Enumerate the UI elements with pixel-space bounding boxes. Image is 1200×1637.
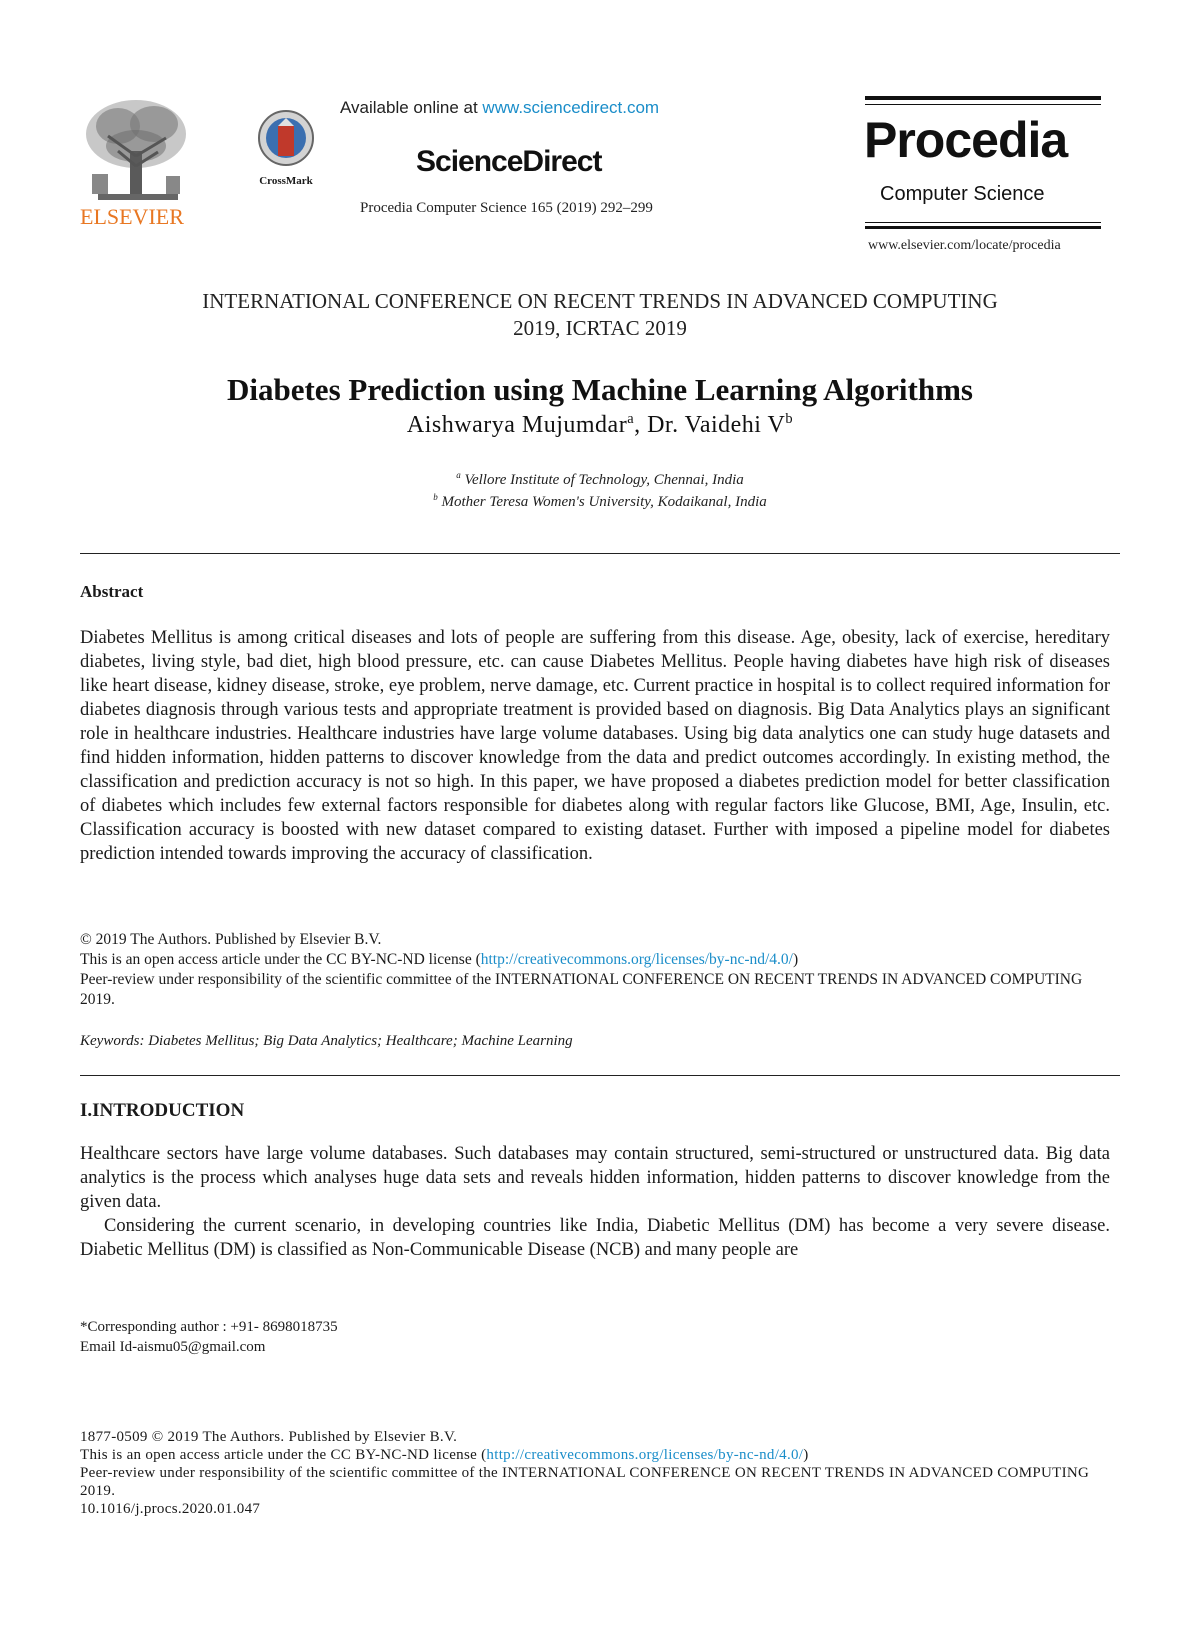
divider-bottom: [80, 1075, 1120, 1076]
procedia-rule-bottom: [865, 226, 1101, 229]
procedia-url[interactable]: www.elsevier.com/locate/procedia: [868, 238, 1061, 253]
publisher-name: ELSEVIER: [80, 204, 184, 229]
conference-line-1: INTERNATIONAL CONFERENCE ON RECENT TRENDS IN ADVANCED COMPUTING: [202, 289, 998, 313]
author-2: Dr. Vaidehi V: [647, 412, 786, 438]
introduction-paragraph-2: Considering the current scenario, in developing countries like India, Diabetic Mellitus (DM) has become a very severe disease. Diabetic Mellitus (DM) is classified as Non-Communicable Disease (NCB) and many people are: [80, 1216, 1110, 1260]
available-online: [340, 98, 659, 118]
available-prefix: Available online at: [340, 98, 478, 117]
footnote-email: Email Id-aismu05@gmail.com: [80, 1339, 266, 1355]
footer-license-line: [80, 1446, 1120, 1464]
paper-title: Diabetes Prediction using Machine Learning Algorithms: [226, 372, 973, 407]
footnote-phone: *Corresponding author : +91- 8698018735: [80, 1319, 338, 1335]
license-prefix: This is an open access article under the CC BY-NC-ND license (: [80, 951, 481, 968]
abstract-text: Diabetes Mellitus is among critical diseases and lots of people are suffering from this disease. Age, obesity, lack of exercise, hereditary diabetes, living style, bad diet, high blood pressure, etc. can cause Diabetes Mellitus. People having diabetes have high risk of diseases like heart disease, kidney disease, stroke, eye problem, nerve damage, etc. Current practice in hospital is to collect required information for diabetes diagnosis through various tests and appropriate treatment is provided based on diagnosis. Big Data Analytics plays an significant role in healthcare industries. Healthcare industries have large volume databases. Using big data analytics one can study huge datasets and find hidden information, hidden patterns to discover knowledge from the data and predict outcomes accordingly. In existing method, the classification and prediction accuracy is not so high. In this paper, we have proposed a diabetes prediction model for better classification of diabetes which includes few external factors responsible for diabetes along with regular factors like Glucose, BMI, Age, Insulin, etc. Classification accuracy is boosted with new dataset compared to existing dataset. Further with imposed a pipeline model for diabetes prediction intended towards improving the accuracy of classification.: [80, 628, 1110, 864]
author-1: Aishwarya Mujumdar: [406, 412, 628, 438]
license-link[interactable]: http://creativecommons.org/licenses/by-nc-nd/4.0/: [480, 951, 793, 968]
affiliation-a-text: Vellore Institute of Technology, Chennai, India: [464, 472, 744, 488]
sciencedirect-wordmark: ScienceDirect: [416, 145, 602, 178]
sciencedirect-link[interactable]: www.sciencedirect.com: [482, 98, 660, 117]
crossmark-label: CrossMark: [259, 175, 313, 187]
procedia-rule-top-thin: [865, 104, 1101, 105]
procedia-subtitle: Computer Science: [880, 183, 1045, 205]
abstract-heading: Abstract: [80, 582, 144, 601]
keywords: Keywords: Diabetes Mellitus; Big Data Analytics; Healthcare; Machine Learning: [80, 1033, 573, 1049]
author-1-affil-mark: a: [627, 411, 635, 427]
conference-name: [80, 288, 1120, 342]
doi[interactable]: 10.1016/j.procs.2020.01.047: [80, 1501, 261, 1517]
affiliation-b-text: Mother Teresa Women's University, Kodaikanal, India: [441, 494, 767, 510]
procedia-rule-bottom-thin: [865, 222, 1101, 223]
divider-top: [80, 553, 1120, 554]
procedia-title: Procedia: [864, 112, 1068, 168]
introduction-heading: I.INTRODUCTION: [80, 1100, 245, 1121]
footer-license-link[interactable]: http://creativecommons.org/licenses/by-nc-nd/4.0/: [486, 1447, 804, 1463]
conference-line-2: 2019, ICRTAC 2019: [513, 316, 687, 340]
footer-license-suffix: ): [803, 1447, 809, 1463]
crossmark-logo[interactable]: [251, 108, 321, 186]
affiliation-a-mark: a: [456, 470, 461, 480]
publisher-footer: [80, 1428, 1120, 1518]
procedia-rule-top: [865, 96, 1101, 100]
introduction-paragraph-1: Healthcare sectors have large volume databases. Such databases may contain structured, semi-structured or unstructured data. Big data analytics is the process which analyses huge data sets and reveals hidden information, hidden patterns to discover knowledge from the given data.: [80, 1144, 1110, 1212]
author-list: [80, 411, 1120, 439]
license-line: [80, 950, 1120, 970]
affiliation-a: [80, 470, 1120, 489]
affiliation-b: [80, 492, 1120, 511]
footer-peer-review: Peer-review under responsibility of the scientific committee of the INTERNATIONAL CONFERENCE ON RECENT TRENDS IN ADVANCED COMPUTING 2019.: [80, 1465, 1090, 1499]
license-suffix: ): [792, 951, 799, 968]
journal-reference: Procedia Computer Science 165 (2019) 292–299: [360, 200, 653, 216]
copyright-line: © 2019 The Authors. Published by Elsevier B.V.: [80, 931, 382, 948]
footer-license-prefix: This is an open access article under the CC BY-NC-ND license (: [80, 1447, 487, 1463]
issn-line: 1877-0509 © 2019 The Authors. Published by Elsevier B.V.: [80, 1429, 458, 1445]
affiliation-b-mark: b: [433, 492, 438, 502]
author-separator: ,: [634, 412, 648, 438]
peer-review-line: Peer-review under responsibility of the scientific committee of the INTERNATIONAL CONFERENCE ON RECENT TRENDS IN ADVANCED COMPUTING 2019.: [80, 971, 1083, 1008]
copyright-block: [80, 930, 1120, 1010]
corresponding-author-footnote: [80, 1317, 338, 1357]
author-2-affil-mark: b: [785, 411, 794, 427]
introduction-body: [80, 1142, 1110, 1262]
